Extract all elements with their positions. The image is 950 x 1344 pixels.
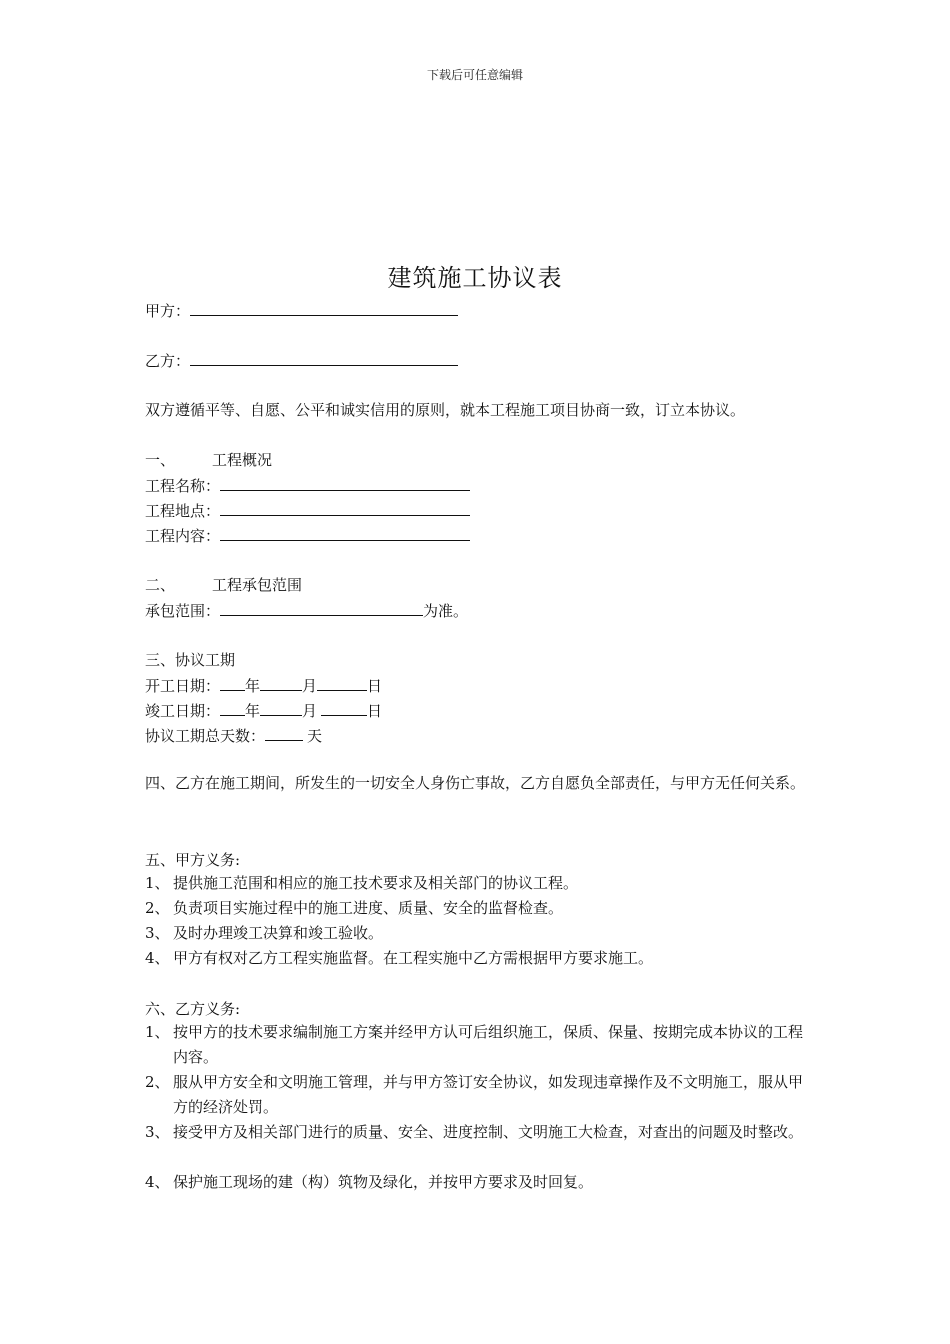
- start-month-unit: 月: [302, 677, 318, 695]
- item-text: 提供施工范围和相应的施工技术要求及相关部门的协议工程。: [173, 874, 579, 892]
- start-year-blank[interactable]: [220, 675, 245, 691]
- item-text: 接受甲方及相关部门进行的质量、安全、进度控制、文明施工大检查，对查出的问题及时整改。: [173, 1123, 804, 1141]
- project-location-line: [145, 500, 470, 521]
- start-month-blank[interactable]: [260, 675, 302, 691]
- party-b-label: 乙方：: [145, 352, 191, 370]
- end-day-blank[interactable]: [321, 700, 367, 716]
- item-number: 2、: [145, 899, 170, 917]
- section2-num: 二、: [145, 576, 176, 594]
- section6-item: [145, 1070, 810, 1120]
- section5-item: [145, 871, 810, 896]
- item-text: 服从甲方安全和文明施工管理，并与甲方签订安全协议，如发现违章操作及不文明施工，服从甲方的经济处罚。: [173, 1073, 804, 1116]
- item-text: 甲方有权对乙方工程实施监督。在工程实施中乙方需根据甲方要求施工。: [173, 949, 654, 967]
- party-b-line: [145, 350, 458, 371]
- section5-title: 五、甲方义务:: [145, 851, 241, 869]
- party-a-line: [145, 300, 458, 321]
- section2-heading: [145, 575, 302, 595]
- project-location-blank[interactable]: [220, 500, 470, 516]
- scope-line: [145, 600, 468, 621]
- item-number: 3、: [145, 924, 170, 942]
- end-date-label-text: 竣工日期：: [145, 702, 221, 720]
- item-number: 3、: [145, 1123, 170, 1141]
- item-text: 及时办理竣工决算和竣工验收。: [173, 924, 384, 942]
- party-a-blank[interactable]: [190, 300, 458, 316]
- party-a-label: 甲方：: [145, 302, 191, 320]
- project-content-label: 工程内容：: [145, 527, 221, 545]
- section4-text: 四、乙方在施工期间，所发生的一切安全人身伤亡事故，乙方自愿负全部责任，与甲方无任何关系。: [145, 774, 806, 792]
- item-text: 保护施工现场的建（构）筑物及绿化，并按甲方要求及时回复。: [173, 1173, 594, 1191]
- project-content-blank[interactable]: [220, 525, 470, 541]
- end-date-line: [145, 700, 382, 721]
- project-name-blank[interactable]: [220, 475, 470, 491]
- section6-item: [145, 1170, 810, 1195]
- start-year-unit: 年: [245, 677, 261, 695]
- section5-item: [145, 946, 810, 971]
- scope-suffix: 为准。: [423, 602, 469, 620]
- section6-title: 六、乙方义务:: [145, 1000, 241, 1018]
- item-number: 1、: [145, 874, 170, 892]
- section5-item: [145, 921, 810, 946]
- total-days-blank[interactable]: [265, 725, 303, 741]
- end-month-blank[interactable]: [260, 700, 302, 716]
- end-day-unit: 日: [367, 702, 383, 720]
- section1-num: 一、: [145, 451, 176, 469]
- item-text: 负责项目实施过程中的施工进度、质量、安全的监督检查。: [173, 899, 564, 917]
- document-title: 建筑施工协议表: [387, 264, 563, 292]
- section1-heading: [145, 450, 272, 470]
- start-date-line: [145, 675, 382, 696]
- section3-title: 三、协议工期: [145, 651, 236, 669]
- section6-item: [145, 1020, 810, 1070]
- end-month-unit: 月: [302, 702, 318, 720]
- section5-item: [145, 896, 810, 921]
- project-name-line: [145, 475, 470, 496]
- section6-item: [145, 1120, 810, 1145]
- party-b-blank[interactable]: [190, 350, 458, 366]
- item-number: 2、: [145, 1073, 170, 1091]
- item-text: 按甲方的技术要求编制施工方案并经甲方认可后组织施工，保质、保量、按期完成本协议的工程内容。: [173, 1023, 804, 1066]
- start-date-label: 开工日期：: [145, 677, 221, 695]
- item-number: 1、: [145, 1023, 170, 1041]
- item-number: 4、: [145, 1173, 170, 1191]
- section1-title: 工程概况: [212, 451, 273, 469]
- scope-blank[interactable]: [220, 600, 423, 616]
- intro-text: 双方遵循平等、自愿、公平和诚实信用的原则，就本工程施工项目协商一致，订立本协议。: [145, 401, 746, 419]
- project-name-label: 工程名称：: [145, 477, 221, 495]
- project-content-line: [145, 525, 470, 546]
- page-header: 下载后可任意编辑: [426, 68, 523, 82]
- total-days-label: 协议工期总天数：: [145, 727, 266, 745]
- end-year-blank[interactable]: [220, 700, 245, 716]
- scope-label: 承包范围：: [145, 602, 221, 620]
- total-days-unit: 天: [307, 727, 323, 745]
- total-days-line: [145, 725, 322, 746]
- project-location-label: 工程地点：: [145, 502, 221, 520]
- end-year-unit: 年: [245, 702, 261, 720]
- section2-title: 工程承包范围: [212, 576, 303, 594]
- item-number: 4、: [145, 949, 170, 967]
- start-day-unit: 日: [367, 677, 383, 695]
- start-day-blank[interactable]: [317, 675, 367, 691]
